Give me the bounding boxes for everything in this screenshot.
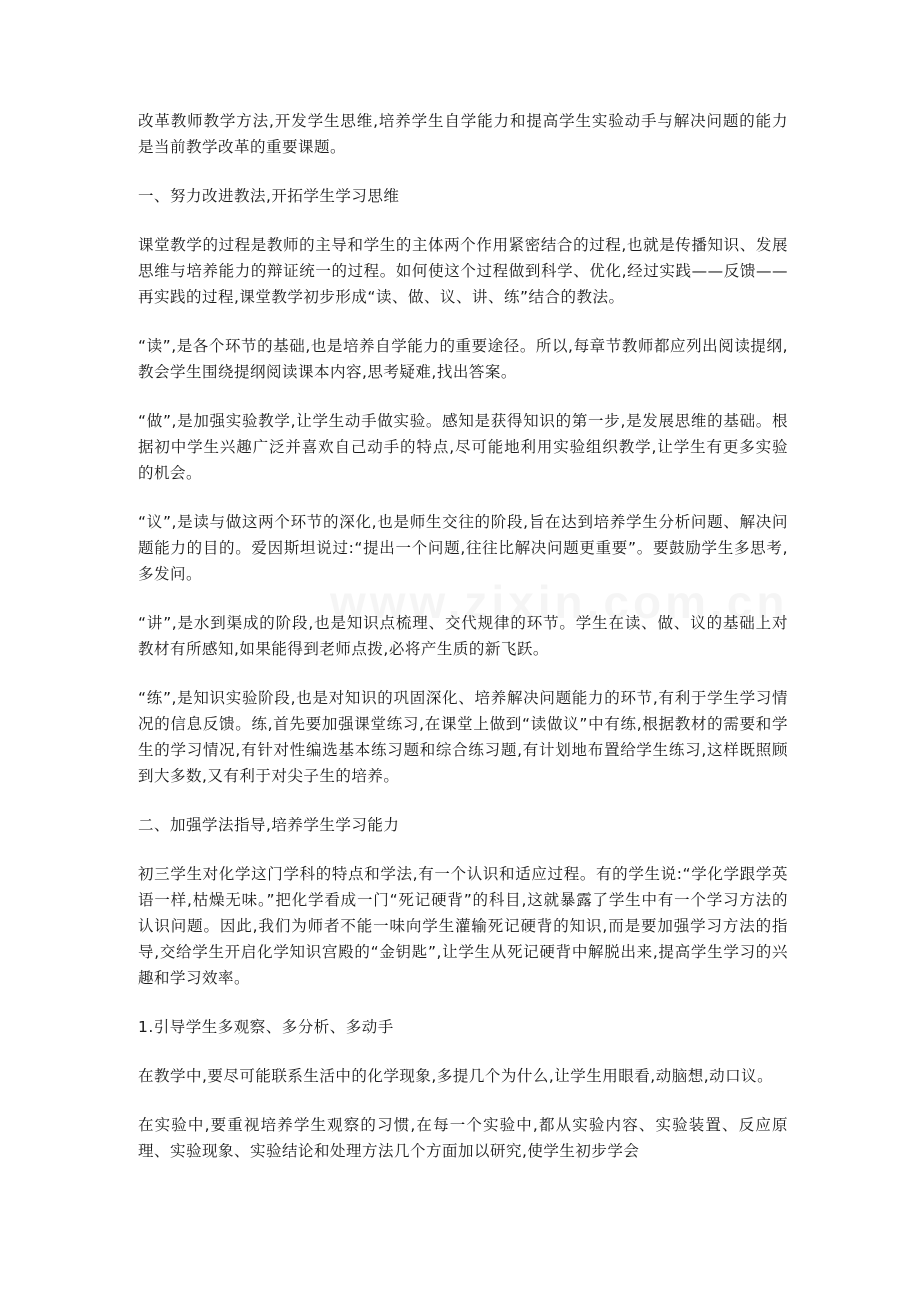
subsection-heading-1: 1.引导学生多观察、多分析、多动手: [138, 1018, 394, 1036]
document-body: [138, 108, 788, 1187]
body-paragraph: “读”,是各个环节的基础,也是培养自学能力的重要途径。所以,每章节教师都应列出阅读提纲,教会学生围绕提纲阅读课本内容,思考疑难,找出答案。: [138, 337, 788, 381]
body-paragraph: 初三学生对化学这门学科的特点和学法,有一个认识和适应过程。有的学生说:“学化学跟学英语一样,枯燥无味。”把化学看成一门“死记硬背”的科目,这就暴露了学生中有一个学习方法的认识问题。因此,我们为师者不能一味向学生灌输死记硬背的知识,而是要加强学习方法的指导,交给学生开启化学知识宫殿的“金钥匙”,让学生从死记硬背中解脱出来,提高学生学习的兴趣和学习效率。: [138, 865, 788, 987]
section-heading-1: 一、努力改进教法,开拓学生学习思维: [138, 187, 400, 205]
intro-paragraph: 改革教师教学方法,开发学生思维,培养学生自学能力和提高学生实验动手与解决问题的能力是当前教学改革的重要课题。: [138, 112, 788, 156]
body-paragraph: “议”,是读与做这两个环节的深化,也是师生交往的阶段,旨在达到培养学生分析问题、解决问题能力的目的。爱因斯坦说过:“提出一个问题,往往比解决问题更重要”。要鼓励学生多思考,多发问。: [138, 513, 788, 583]
body-paragraph: “做”,是加强实验教学,让学生动手做实验。感知是获得知识的第一步,是发展思维的基础。根据初中学生兴趣广泛并喜欢自己动手的特点,尽可能地利用实验组织教学,让学生有更多实验的机会。: [138, 412, 788, 482]
section-heading-2: 二、加强学法指导,培养学生学习能力: [138, 816, 400, 834]
body-paragraph: 在实验中,要重视培养学生观察的习惯,在每一个实验中,都从实验内容、实验装置、反应原理、实验现象、实验结论和处理方法几个方面加以研究,使学生初步学会: [138, 1116, 788, 1160]
body-paragraph: “练”,是知识实验阶段,也是对知识的巩固深化、培养解决问题能力的环节,有利于学生学习情况的信息反馈。练,首先要加强课堂练习,在课堂上做到“读做议”中有练,根据教材的需要和学生的学习情况,有针对性编选基本练习题和综合练习题,有计划地布置给学生练习,这样既照顾到大多数,又有利于对尖子生的培养。: [138, 689, 788, 785]
body-paragraph: 在教学中,要尽可能联系生活中的化学现象,多提几个为什么,让学生用眼看,动脑想,动口议。: [138, 1067, 774, 1085]
body-paragraph: 课堂教学的过程是教师的主导和学生的主体两个作用紧密结合的过程,也就是传播知识、发展思维与培养能力的辩证统一的过程。如何使这个过程做到科学、优化,经过实践——反馈——再实践的过程,课堂教学初步形成“读、做、议、讲、练”结合的教法。: [138, 236, 788, 306]
body-paragraph: “讲”,是水到渠成的阶段,也是知识点梳理、交代规律的环节。学生在读、做、议的基础上对教材有所感知,如果能得到老师点拨,必将产生质的新飞跃。: [138, 614, 788, 658]
